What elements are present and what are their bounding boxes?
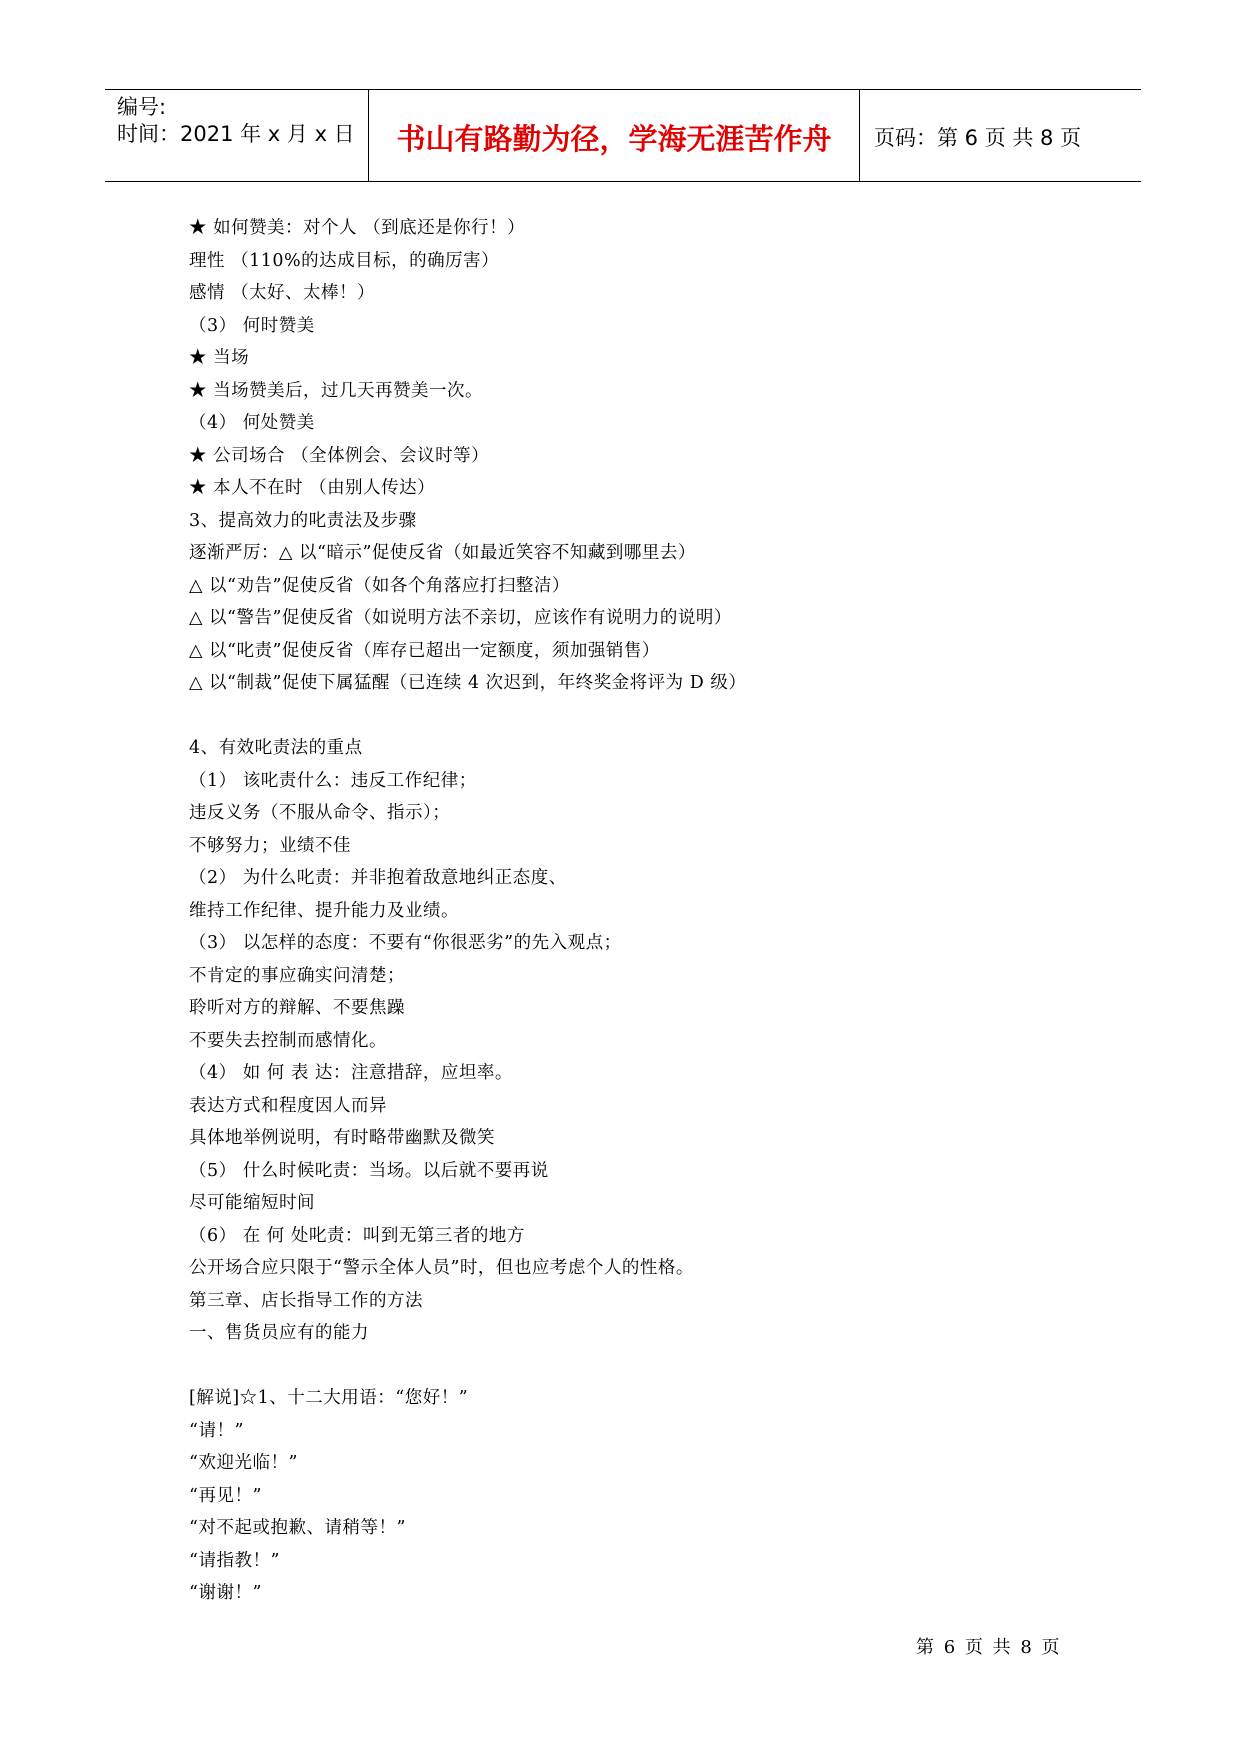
body-line: ★ 本人不在时 （由别人传达） (189, 478, 436, 498)
body-line: 不肯定的事应确实问清楚； (189, 965, 405, 986)
body-line: 表达方式和程度因人而异 (189, 1095, 387, 1116)
body-line (189, 1350, 1119, 1383)
body-line: 理性 （110%的达成目标，的确厉害） (189, 250, 500, 271)
document-body (189, 212, 1119, 1610)
body-line: 不够努力；业绩不佳 (189, 835, 351, 856)
header-page-number: 页码：第 6 页 共 8 页 (874, 125, 1082, 150)
body-line: ★ 公司场合 （全体例会、会议时等） (189, 445, 490, 466)
document-date-label: 时间：2021 年 x 月 x 日 (117, 122, 355, 146)
body-line: （3） 以怎样的态度：不要有“你很恶劣”的先入观点； (189, 933, 622, 953)
header-meta-cell (105, 90, 369, 181)
body-line: “请！” (189, 1420, 244, 1441)
header-motto-cell (369, 90, 860, 181)
body-line: 尽可能缩短时间 (189, 1193, 315, 1213)
document-number-label: 编号: (117, 95, 167, 119)
body-line: “谢谢！” (189, 1583, 262, 1603)
body-line: （6） 在 何 处叱责：叫到无第三者的地方 (189, 1225, 525, 1246)
page-footer: 第 6 页 共 8 页 (916, 1637, 1062, 1658)
body-line: “再见！” (189, 1485, 262, 1506)
body-line: （4） 如 何 表 达：注意措辞，应坦率。 (189, 1063, 513, 1083)
document-header (105, 89, 1141, 182)
body-line: 逐渐严厉：△ 以“暗示”促使反省（如最近笑容不知藏到哪里去） (189, 543, 696, 563)
body-line: “欢迎光临！” (189, 1453, 298, 1473)
body-line: （2） 为什么叱责：并非抱着敌意地纠正态度、 (189, 868, 567, 888)
body-line: 不要失去控制而感情化。 (189, 1030, 387, 1051)
body-line: 感情 （太好、太棒！） (189, 283, 376, 303)
header-page-cell (860, 90, 1141, 181)
body-line: 3、提高效力的叱责法及步骤 (189, 510, 417, 531)
body-line: （5） 什么时候叱责：当场。以后就不要再说 (189, 1160, 549, 1181)
body-line: △ 以“劝告”促使反省（如各个角落应打扫整洁） (189, 575, 570, 596)
body-line: ★ 当场 (189, 348, 250, 368)
body-line: 公开场合应只限于“警示全体人员”时，但也应考虑个人的性格。 (189, 1258, 694, 1278)
body-line: （4） 何处赞美 (189, 413, 315, 433)
body-line: △ 以“叱责”促使反省（库存已超出一定额度，须加强销售） (189, 640, 660, 661)
body-line: ★ 当场赞美后，过几天再赞美一次。 (189, 380, 484, 401)
body-line: （3） 何时赞美 (189, 315, 315, 336)
body-line: （1） 该叱责什么：违反工作纪律； (189, 770, 477, 791)
body-line (189, 700, 1119, 733)
body-line: 具体地举例说明，有时略带幽默及微笑 (189, 1128, 495, 1148)
body-line: 违反义务（不服从命令、指示）； (189, 803, 451, 823)
body-line: ★ 如何赞美：对个人 （到底还是你行！） (189, 218, 526, 238)
body-line: △ 以“警告”促使反省（如说明方法不亲切，应该作有说明力的说明） (189, 608, 732, 628)
body-line: “请指教！” (189, 1550, 280, 1571)
header-motto: 书山有路勤为径，学海无涯苦作舟 (396, 122, 832, 156)
body-line: 维持工作纪律、提升能力及业绩。 (189, 900, 459, 921)
body-line: 4、有效叱责法的重点 (189, 738, 363, 758)
body-line: 聆听对方的辩解、不要焦躁 (189, 998, 405, 1018)
body-line: “对不起或抱歉、请稍等！” (189, 1518, 406, 1538)
body-line: 第三章、店长指导工作的方法 (189, 1290, 423, 1311)
body-line: [解说]☆1、十二大用语：“您好！” (189, 1388, 469, 1408)
body-line: △ 以“制裁”促使下属猛醒（已连续 4 次迟到，年终奖金将评为 D 级） (189, 673, 747, 693)
body-line: 一、售货员应有的能力 (189, 1323, 369, 1343)
